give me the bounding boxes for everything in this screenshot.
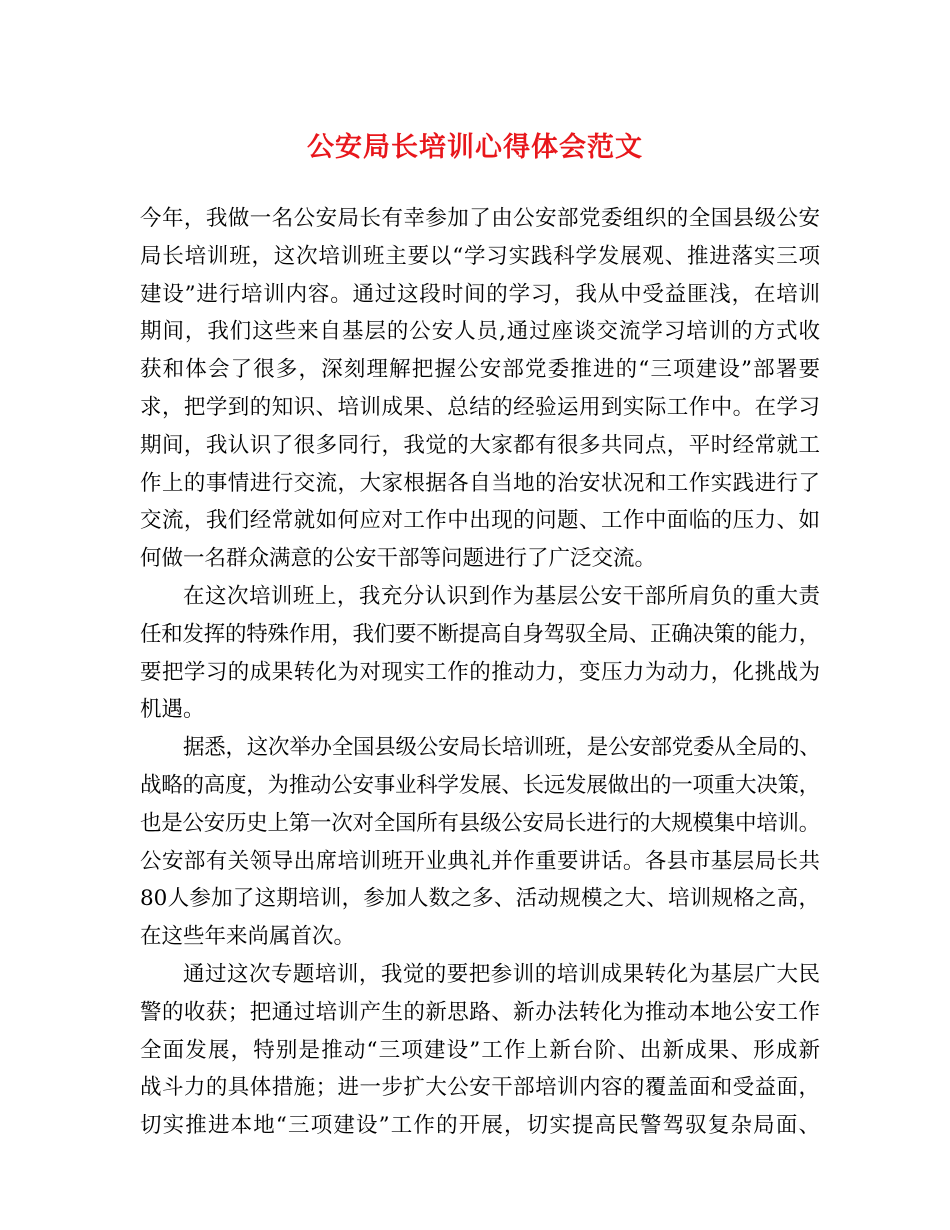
text-line: 作上的事情进行交流，大家根据各自当地的治安状况和工作实践进行了 bbox=[140, 470, 820, 496]
text-line: 通过这次专题培训，我觉的要把参训的培训成果转化为基层广大民 bbox=[183, 961, 820, 987]
document-body bbox=[140, 200, 820, 1145]
text-line: 在这些年来尚属首次。 bbox=[140, 924, 356, 950]
text-line: 获和体会了很多，深刻理解把握公安部党委推进的“三项建设”部署要 bbox=[140, 357, 820, 383]
text-line: 全面发展，特别是推动“三项建设”工作上新台阶、出新成果、形成新 bbox=[140, 1037, 820, 1063]
text-line: 要把学习的成果转化为对现实工作的推动力，变压力为动力，化挑战为 bbox=[140, 659, 820, 685]
text-line: 交流，我们经常就如何应对工作中出现的问题、工作中面临的压力、如 bbox=[140, 508, 820, 534]
text-line: 期间，我们这些来自基层的公安人员,通过座谈交流学习培训的方式收 bbox=[140, 319, 820, 345]
text-line: 公安部有关领导出席培训班开业典礼并作重要讲话。各县市基层局长共 bbox=[140, 848, 820, 874]
text-line: 据悉，这次举办全国县级公安局长培训班，是公安部党委从全局的、 bbox=[183, 735, 821, 761]
document-title: 公安局长培训心得体会范文 bbox=[307, 132, 643, 163]
text-line: 警的收获；把通过培训产生的新思路、新办法转化为推动本地公安工作 bbox=[140, 999, 820, 1025]
text-line: 战略的高度，为推动公安事业科学发展、长远发展做出的一项重大决策， bbox=[140, 772, 821, 798]
text-line: 80人参加了这期培训，参加人数之多、活动规模之大、培训规格之高， bbox=[140, 886, 820, 912]
text-line: 在这次培训班上，我充分认识到作为基层公安干部所肩负的重大责 bbox=[183, 583, 820, 609]
text-line: 也是公安历史上第一次对全国所有县级公安局长进行的大规模集中培训。 bbox=[140, 810, 821, 836]
text-line: 局长培训班，这次培训班主要以“学习实践科学发展观、推进落实三项 bbox=[140, 243, 820, 269]
text-line: 机遇。 bbox=[140, 697, 205, 723]
text-line: 任和发挥的特殊作用，我们要不断提高自身驾驭全局、正确决策的能力， bbox=[140, 621, 821, 647]
text-line: 今年，我做一名公安局长有幸参加了由公安部党委组织的全国县级公安 bbox=[140, 206, 820, 231]
text-line: 建设”进行培训内容。通过这段时间的学习，我从中受益匪浅，在培训 bbox=[140, 281, 820, 307]
text-line: 何做一名群众满意的公安干部等问题进行了广泛交流。 bbox=[140, 546, 657, 572]
text-line: 求，把学到的知识、培训成果、总结的经验运用到实际工作中。在学习 bbox=[140, 394, 820, 420]
text-line: 切实推进本地“三项建设”工作的开展，切实提高民警驾驭复杂局面、 bbox=[140, 1113, 820, 1139]
text-line: 战斗力的具体措施；进一步扩大公安干部培训内容的覆盖面和受益面， bbox=[140, 1075, 820, 1101]
text-line: 期间，我认识了很多同行，我觉的大家都有很多共同点，平时经常就工 bbox=[140, 432, 820, 458]
